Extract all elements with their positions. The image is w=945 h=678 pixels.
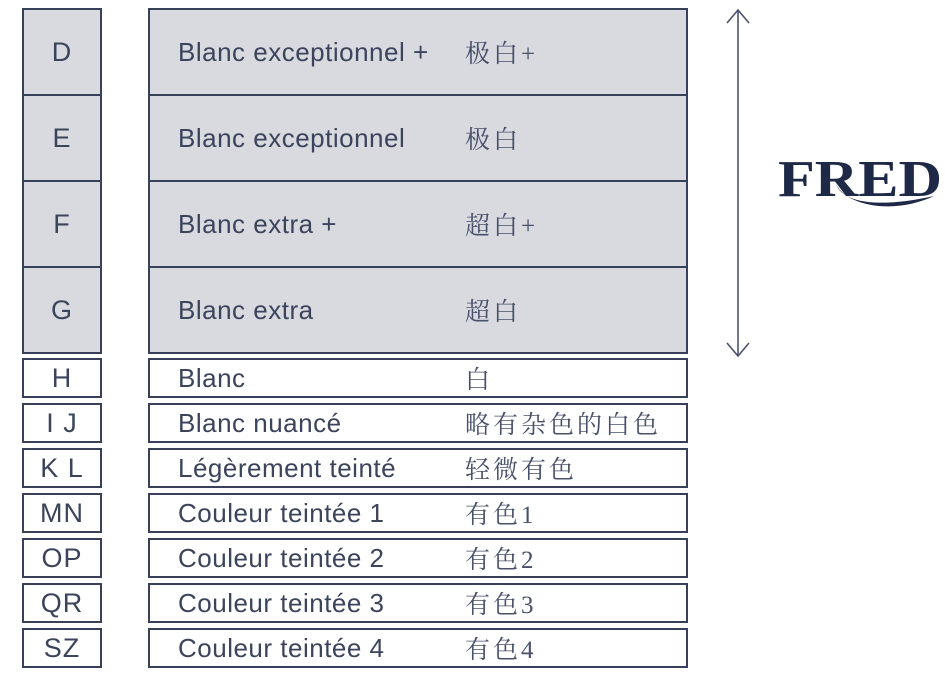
french-label: Couleur teintée 3 [178, 587, 385, 618]
grade-cell-qr [22, 583, 102, 623]
chinese-label: 有色2 [465, 547, 537, 574]
grade-label: QR [40, 587, 84, 618]
chinese-label: 白 [465, 367, 494, 394]
grade-label: F [53, 208, 71, 239]
grade-column [22, 8, 102, 668]
fred-logo-text: FRED [778, 151, 942, 208]
grade-cell-sz [22, 628, 102, 668]
chinese-label: 略有杂色的白色 [465, 412, 662, 439]
chinese-label: 轻微有色 [465, 457, 578, 484]
grade-cell-h [22, 358, 102, 398]
desc-row-mn [148, 493, 688, 533]
desc-row-qr [148, 583, 688, 623]
chinese-label: 有色3 [465, 592, 537, 619]
chinese-label: 超白+ [465, 213, 539, 240]
grade-cell-mn [22, 493, 102, 533]
french-label: Blanc extra + [178, 208, 337, 239]
desc-row-d [148, 8, 688, 96]
desc-row-f [148, 180, 688, 268]
desc-row-ij [148, 403, 688, 443]
description-column [148, 8, 688, 668]
grade-label: G [50, 294, 73, 325]
grade-cell-f [22, 180, 102, 268]
desc-row-h [148, 358, 688, 398]
chinese-label: 超白 [465, 299, 522, 326]
french-label: Blanc [178, 362, 246, 393]
french-label: Blanc extra [178, 294, 314, 325]
french-label: Couleur teintée 1 [178, 497, 385, 528]
grade-cell-op [22, 538, 102, 578]
grade-cell-e [22, 94, 102, 182]
grade-label: SZ [43, 632, 81, 663]
double-arrow-icon [722, 6, 754, 360]
grade-cell-g [22, 266, 102, 354]
desc-row-kl [148, 448, 688, 488]
chinese-label: 极白+ [465, 41, 539, 68]
chinese-label: 有色4 [465, 637, 537, 664]
grade-cell-d [22, 8, 102, 96]
french-label: Couleur teintée 4 [178, 632, 385, 663]
grade-label: H [51, 362, 73, 393]
grade-label: D [51, 36, 73, 67]
grade-label: MN [40, 497, 84, 528]
chinese-label: 极白 [465, 127, 522, 154]
desc-row-g [148, 266, 688, 354]
desc-row-op [148, 538, 688, 578]
fred-logo [776, 148, 945, 223]
french-label: Couleur teintée 2 [178, 542, 385, 573]
grade-label: OP [41, 542, 83, 573]
grade-label: E [52, 122, 72, 153]
desc-row-sz [148, 628, 688, 668]
fred-logo-graphic [776, 148, 945, 218]
desc-row-e [148, 94, 688, 182]
french-label: Blanc exceptionnel [178, 122, 406, 153]
french-label: Blanc exceptionnel + [178, 36, 429, 67]
french-label: Blanc nuancé [178, 407, 342, 438]
chinese-label: 有色1 [465, 502, 537, 529]
grade-label: K L [40, 452, 84, 483]
grade-label: I J [46, 407, 78, 438]
grade-cell-ij [22, 403, 102, 443]
french-label: Légèrement teinté [178, 452, 397, 483]
grade-cell-kl [22, 448, 102, 488]
